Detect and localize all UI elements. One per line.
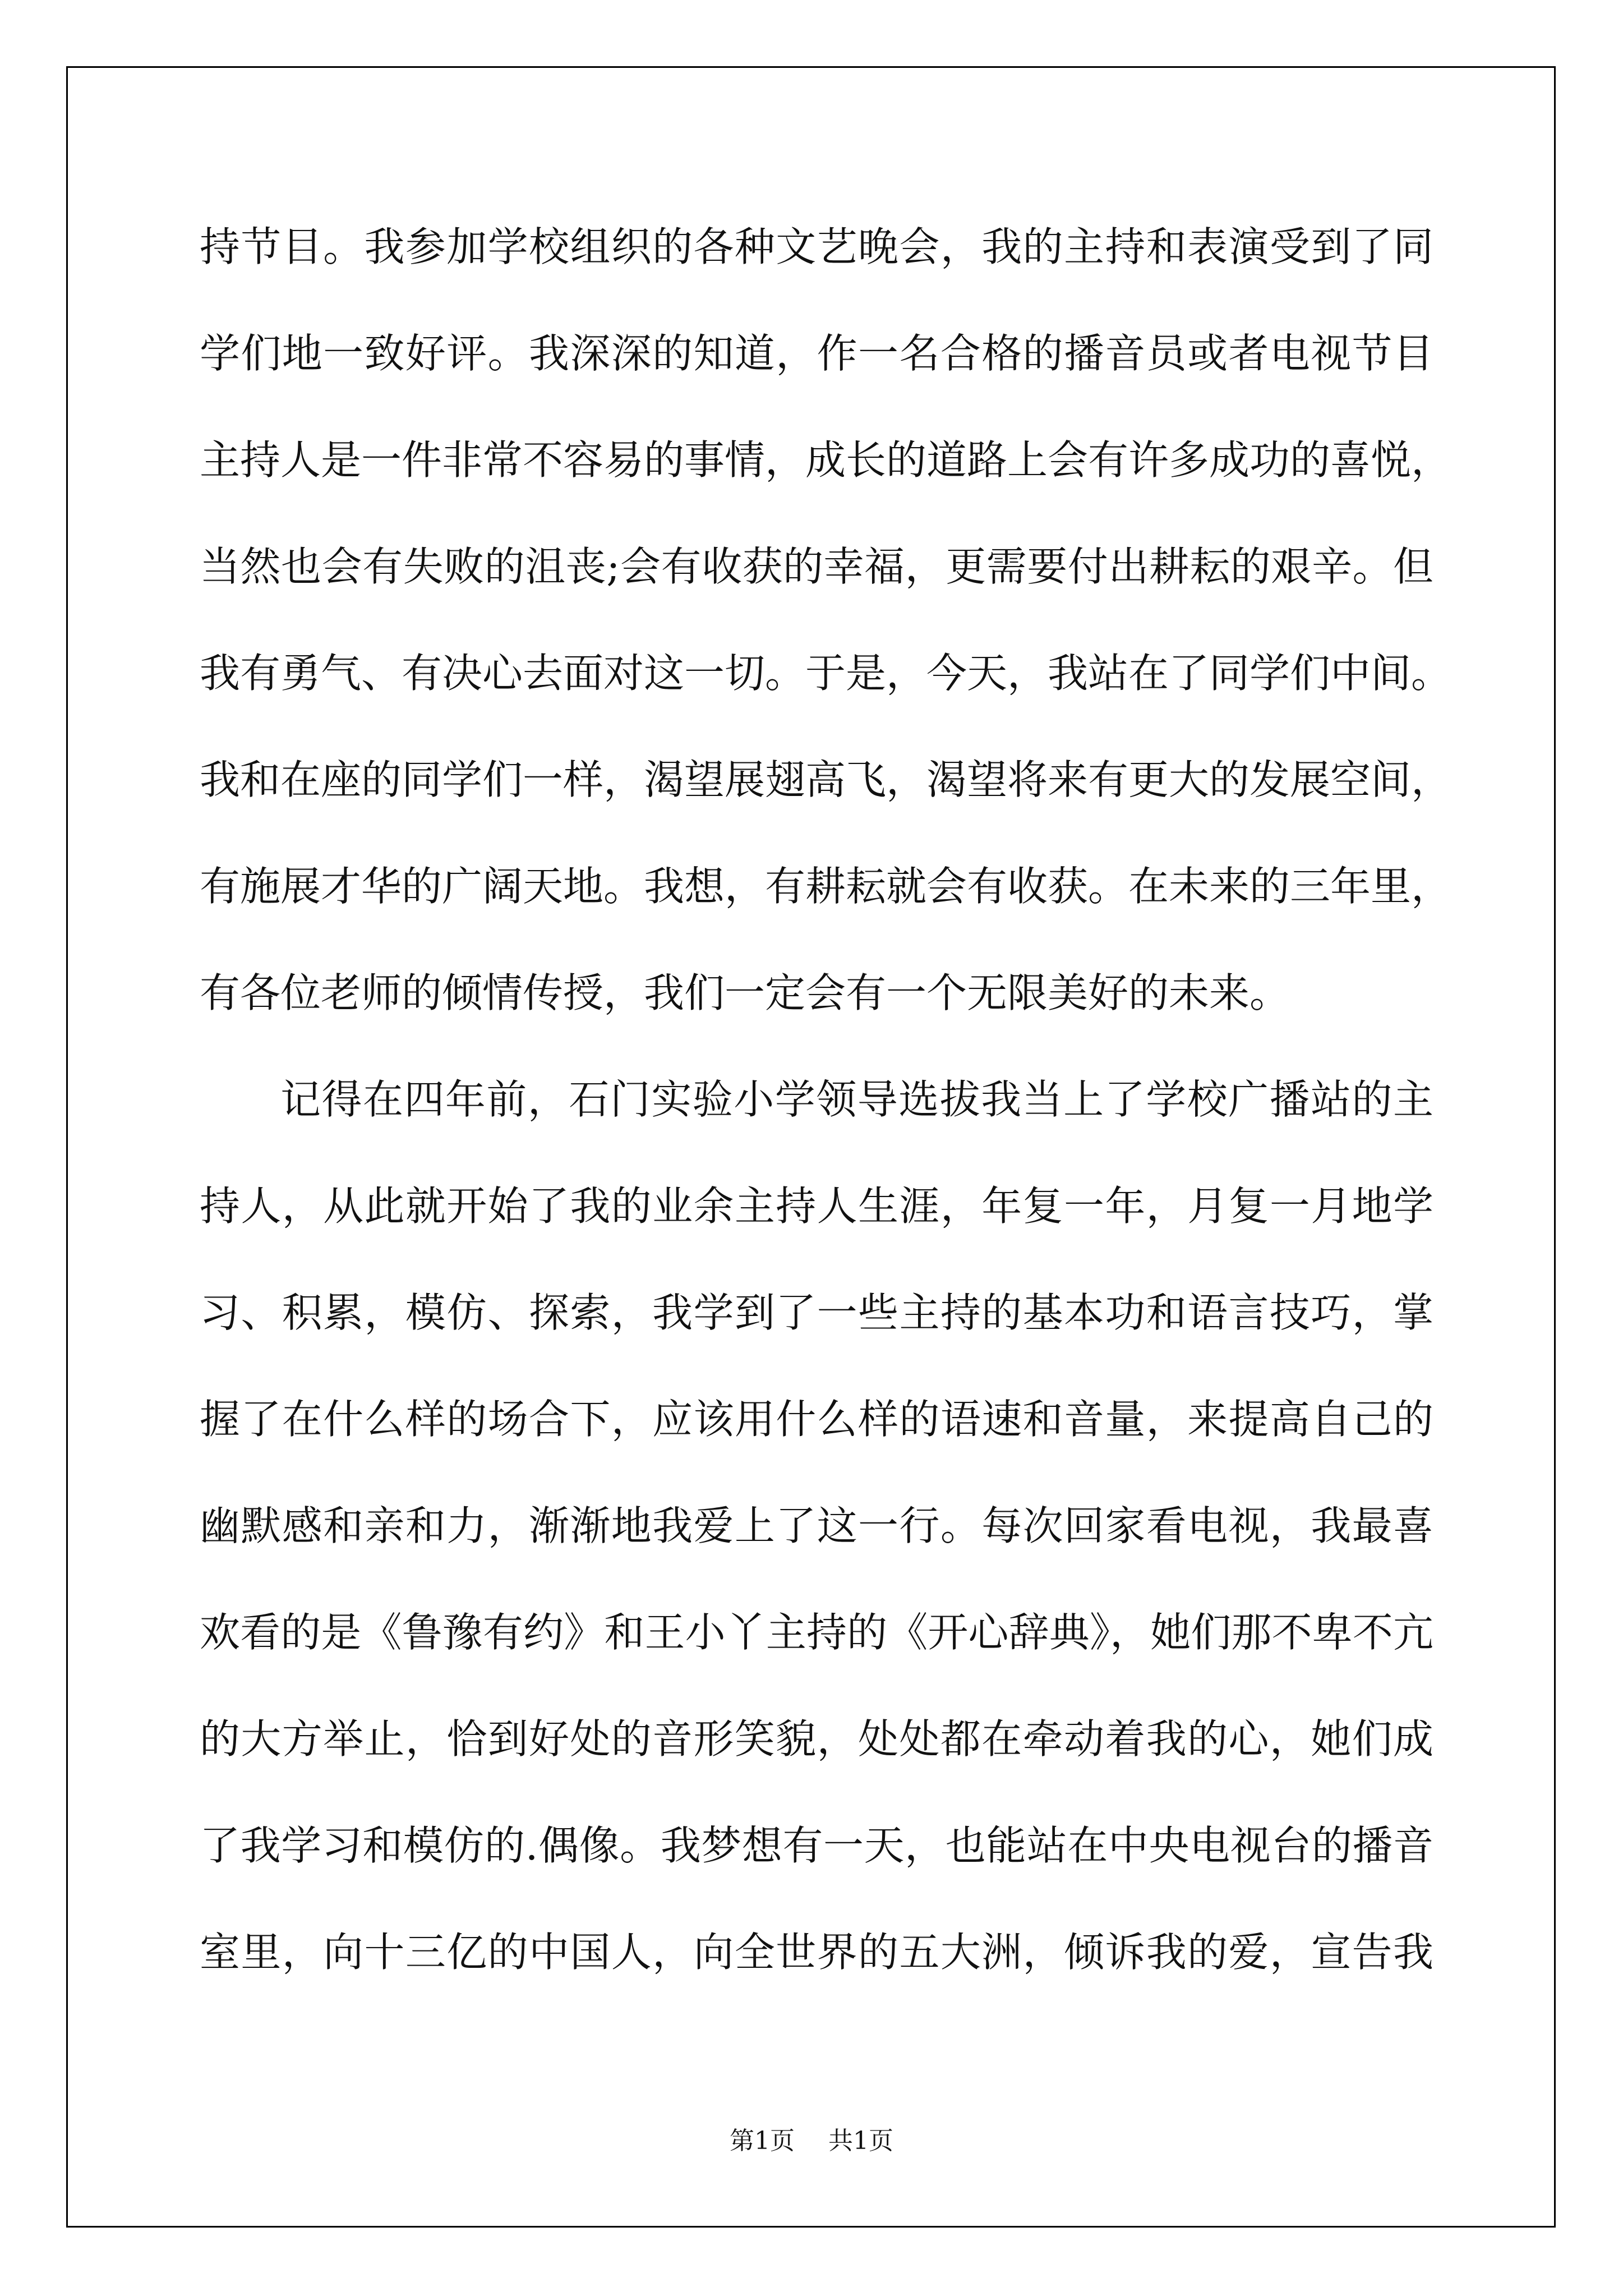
text-line: 持人，从此就开始了我的业余主持人生涯，年复一年，月复一月地学 [200, 1182, 1433, 1230]
text-line: 欢看的是《鲁豫有约》和王小丫主持的《开心辞典》，她们那不卑不亢 [200, 1609, 1433, 1656]
text-line: 的大方举止，恰到好处的音形笑貌，处处都在牵动着我的心，她们成 [200, 1715, 1433, 1763]
text-line: 幽默感和亲和力，渐渐地我爱上了这一行。每次回家看电视，我最喜 [200, 1502, 1433, 1549]
page-number: 第1页 [730, 2127, 795, 2155]
text-line: 学们地一致好评。我深深的知道，作一名合格的播音员或者电视节目 [200, 330, 1433, 377]
text-line: 习、积累，模仿、探索，我学到了一些主持的基本功和语言技巧，掌 [200, 1289, 1433, 1336]
page-total: 共1页 [828, 2127, 893, 2155]
text-line: 记得在四年前，石门实验小学领导选拔我当上了学校广播站的主 [280, 1076, 1433, 1123]
text-line: 了我学习和模仿的.偶像。我梦想有一天，也能站在中央电视台的播音 [200, 1822, 1433, 1869]
text-line: 主持人是一件非常不容易的事情，成长的道路上会有许多成功的喜悦， [200, 436, 1452, 484]
text-line: 握了在什么样的场合下，应该用什么样的语速和音量，来提高自己的 [200, 1396, 1433, 1443]
text-line: 有施展才华的广阔天地。我想，有耕耘就会有收获。在未来的三年里， [200, 863, 1452, 910]
text-line: 我和在座的同学们一样，渴望展翅高飞，渴望将来有更大的发展空间， [200, 756, 1452, 803]
text-line: 我有勇气、有决心去面对这一切。于是，今天，我站在了同学们中间。 [200, 650, 1452, 697]
text-line: 室里，向十三亿的中国人，向全世界的五大洲，倾诉我的爱，宣告我 [200, 1929, 1433, 1976]
page-footer [0, 2120, 1623, 2156]
text-line: 当然也会有失败的沮丧;会有收获的幸福，更需要付出耕耘的艰辛。但 [200, 543, 1433, 590]
text-line: 持节目。我参加学校组织的各种文艺晚会，我的主持和表演受到了同 [200, 223, 1433, 270]
paragraph-2 [200, 1046, 1433, 2005]
document-body [200, 194, 1452, 2005]
paragraph-1 [200, 194, 1452, 1046]
text-line: 有各位老师的倾情传授，我们一定会有一个无限美好的未来。 [200, 969, 1290, 1016]
